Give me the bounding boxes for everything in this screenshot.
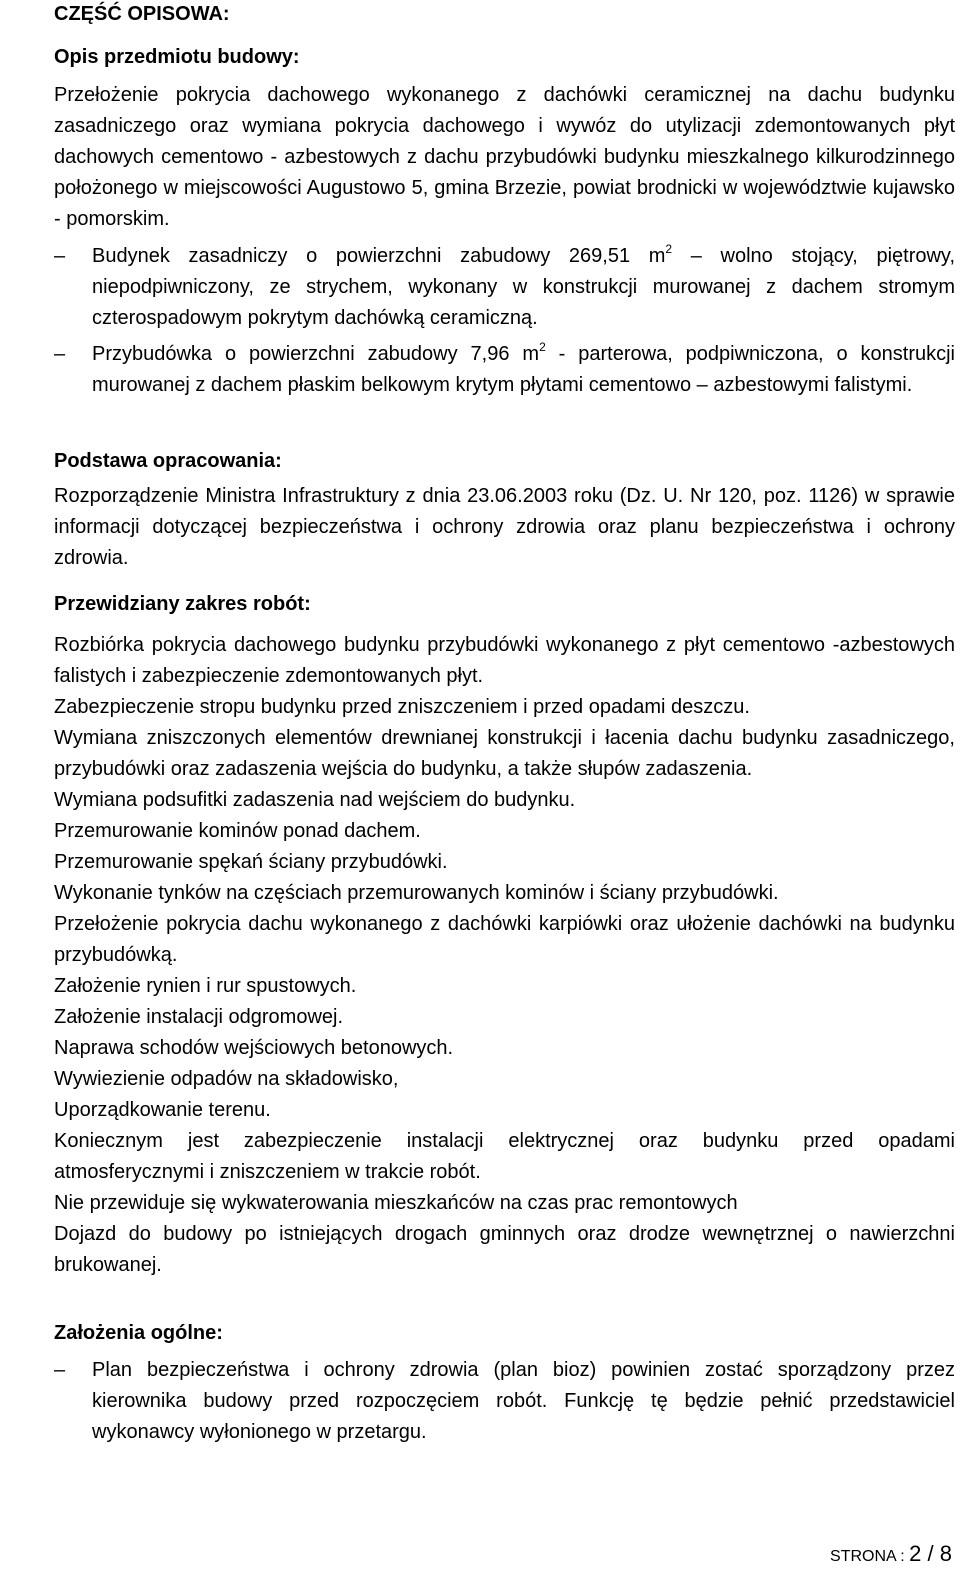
main-heading: CZĘŚĆ OPISOWA: <box>54 3 230 25</box>
list-item: Rozbiórka pokrycia dachowego budynku przybudówki wykonanego z płyt cementowo -azbestowych falistych i zabezpieczenie zdemontowanych płyt. <box>54 634 955 687</box>
superscript: 2 <box>665 242 673 256</box>
bullet-dash: – <box>54 343 66 365</box>
list-item: Uporządkowanie terenu. <box>54 1099 271 1121</box>
bullet-plan-bioz <box>54 1355 955 1448</box>
paragraph-podstawa-text: Rozporządzenie Ministra Infrastruktury z dnia 23.06.2003 roku (Dz. U. Nr 120, poz. 1126) w sprawie informacji dotyczącej bezpieczeństwa i ochrony zdrowia oraz planu bezpieczeństwa i ochrony zdrowia. <box>54 485 955 569</box>
footer-page-number: 2 <box>909 1541 922 1566</box>
bullet-dash: – <box>54 1359 66 1381</box>
bullet-text-part: Budynek zasadniczy o powierzchni zabudowy 269,51 m <box>92 245 666 267</box>
list-item: Przełożenie pokrycia dachu wykonanego z dachówki karpiówki oraz ułożenie dachówki na budynku przybudówką. <box>54 913 955 966</box>
section-heading-zalozenia: Założenia ogólne: <box>54 1322 223 1344</box>
bullet-budynek-text <box>92 241 955 334</box>
list-item: Wymiana podsufitki zadaszenia nad wejściem do budynku. <box>54 789 576 811</box>
bullet-przybudowka <box>54 339 955 401</box>
section-heading-podstawa: Podstawa opracowania: <box>54 450 282 472</box>
list-item: Dojazd do budowy po istniejących drogach gminnych oraz drodze wewnętrznej o nawierzchni brukowanej. <box>54 1223 955 1276</box>
bullet-text-part: Przybudówka o powierzchni zabudowy 7,96 m <box>92 343 540 365</box>
superscript: 2 <box>539 340 546 354</box>
list-zakres <box>54 630 955 1281</box>
section-heading-zakres: Przewidziany zakres robót: <box>54 593 311 615</box>
bullet-przybudowka-text <box>92 339 955 401</box>
footer-label: STRONA : <box>830 1548 910 1565</box>
bullet-budynek <box>54 241 955 334</box>
page-footer <box>830 1543 952 1568</box>
paragraph-opis <box>54 80 955 235</box>
list-item: Wykonanie tynków na częściach przemurowanych kominów i ściany przybudówki. <box>54 882 779 904</box>
list-item: Zabezpieczenie stropu budynku przed zniszczeniem i przed opadami deszczu. <box>54 696 750 718</box>
section-heading-opis: Opis przedmiotu budowy: <box>54 46 300 68</box>
bullet-text-part: – wolno stojący, piętrowy, niepodpiwniczony, ze strychem, wykonany w konstrukcji murowanej z dachem stromym czterospadowym pokrytym dachówką ceramiczną. <box>92 245 956 329</box>
list-item: Koniecznym jest zabezpieczenie instalacji elektrycznej oraz budynku przed opadami atmosferycznymi i zniszczeniem w trakcie robót. <box>54 1130 955 1183</box>
list-item: Założenie rynien i rur spustowych. <box>54 975 357 997</box>
paragraph-opis-text: Przełożenie pokrycia dachowego wykonanego z dachówki ceramicznej na dachu budynku zasadniczego oraz wymiana pokrycia dachowego i wywóz do utylizacji zdemontowanych płyt dachowych cementowo - azbestowych z dachu przybudówki budynku mieszkalnego kilkurodzinnego położonego w miejscowości Augustowo 5, gmina Brzezie, powiat brodnicki w województwie kujawsko - pomorskim. <box>54 84 955 230</box>
list-item: Wywiezienie odpadów na składowisko, <box>54 1068 399 1090</box>
bullet-dash: – <box>54 245 66 267</box>
bullet-plan-bioz-text: Plan bezpieczeństwa i ochrony zdrowia (plan bioz) powinien zostać sporządzony przez kierownika budowy przed rozpoczęciem robót. Funkcję tę będzie pełnić przedstawiciel wykonawcy wyłonionego w przetargu. <box>92 1359 955 1443</box>
footer-separator: / <box>921 1541 940 1566</box>
list-item: Przemurowanie spękań ściany przybudówki. <box>54 851 448 873</box>
list-item: Założenie instalacji odgromowej. <box>54 1006 344 1028</box>
bullet-text-part: - parterowa, podpiwniczona, o konstrukcji murowanej z dachem płaskim belkowym krytym płytami cementowo – azbestowymi falistymi. <box>92 343 955 396</box>
list-item: Wymiana zniszczonych elementów drewnianej konstrukcji i łacenia dachu budynku zasadniczego, przybudówki oraz zadaszenia wejścia do budynku, a także słupów zadaszenia. <box>54 727 955 780</box>
list-item: Przemurowanie kominów ponad dachem. <box>54 820 421 842</box>
list-item: Nie przewiduje się wykwaterowania mieszkańców na czas prac remontowych <box>54 1192 738 1214</box>
footer-page-total: 8 <box>939 1541 952 1566</box>
paragraph-podstawa <box>54 481 955 574</box>
list-item: Naprawa schodów wejściowych betonowych. <box>54 1037 454 1059</box>
